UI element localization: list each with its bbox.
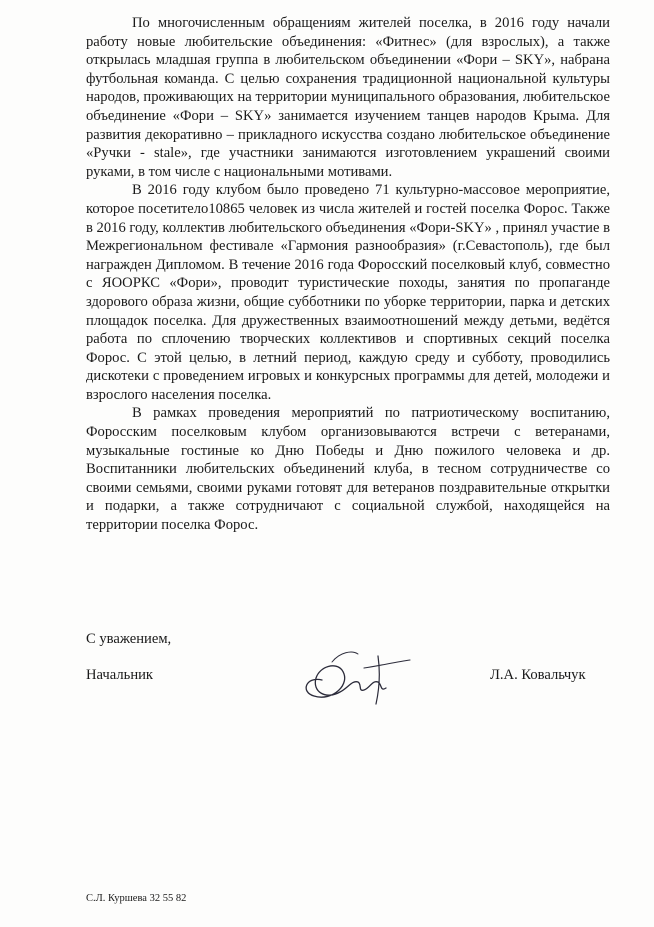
- handwritten-signature: [292, 640, 416, 710]
- paragraph-new-associations: По многочисленным обращениям жителей поселка, в 2016 году начали работу новые любительские объединения: «Фитнес» (для взрослых), а также открылась младшая группа в любительском объединении «Фори – SKY», набрана футбольная команда. С целью сохранения традиционной национальной культуры народов, проживающих на территории муниципального образования, любительское объединение «Фори – SKY» занимается изучением танцев народов Крыма. Для развития декоративно – прикладного искусства создано любительское объединение «Ручки - stale», где участники занимаются изготовлением украшений своими руками, в том числе с национальными мотивами.: [86, 15, 610, 180]
- closing-phrase: С уважением,: [86, 631, 172, 647]
- paragraph-2016-events: В 2016 году клубом было проведено 71 культурно-массовое мероприятие, которое посетитело10865 человек из числа жителей и гостей поселка Форос. Также в 2016 году, коллектив любительского объединения «Фори-SKY» , принял участие в Межрегиональном фестивале «Гармония разнообразия» (г.Севастополь), где был награжден Дипломом. В течение 2016 года Форосский поселковый клуб, совместно с ЯООРКС «Фори», проводит туристические походы, занятия по пропаганде здорового образа жизни, общие субботники по уборке территории, парка и детских площадок поселка. Для дружественных взаимоотношений между детьми, ведётся работа по сплочению творческих коллективов и спортивных секций поселка Форос. С этой целью, в летний период, каждую среду и субботу, проводились дискотеки с проведением игровых и конкурсных программы для детей, молодежи и взрослого населения поселка.: [86, 182, 610, 403]
- letter-body: [86, 14, 610, 535]
- signer-name: Л.А. Ковальчук: [490, 667, 586, 683]
- footer-contact: С.Л. Куршева 32 55 82: [86, 893, 187, 904]
- signer-role: Начальник: [86, 667, 154, 683]
- paragraph-patriotic-education: В рамках проведения мероприятий по патриотическому воспитанию, Форосским поселковым клубом организовываются встречи с ветеранами, музыкальные гостиные ко Дню Победы и Дню пожилого человека и др. Воспитанники любительских объединений клуба, в тесном сотрудничестве со своими семьями, своими руками готовят для ветеранов поздравительные открытки и подарки, а также сотрудничают с социальной службой, находящейся на территории поселка Форос.: [86, 405, 610, 534]
